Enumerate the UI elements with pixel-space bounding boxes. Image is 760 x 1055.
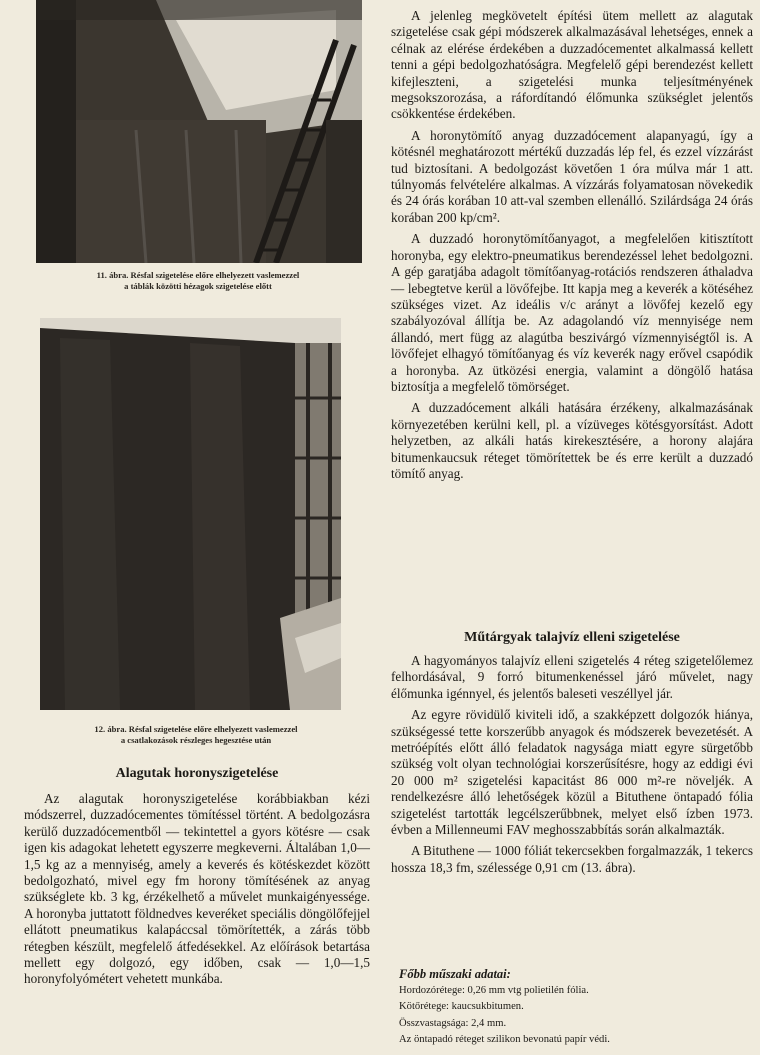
figure-11-caption [28, 270, 368, 292]
spec-item: Kötőrétege: kaucsukbitumen. [399, 1001, 524, 1012]
figure-11-caption-line1: 11. ábra. Résfal szigetelése előre elhelyezett vaslemezzel [96, 270, 300, 280]
figure-12-image [40, 318, 341, 710]
paragraph: A Bituthene — 1000 fóliát tekercsekben forgalmazzák, 1 tekercs hossza 18,3 fm, szélessége 0,91 cm (13. ábra). [391, 843, 753, 875]
figure-11-photo [36, 0, 362, 263]
left-column-text [24, 791, 370, 988]
specs-title: Főbb műszaki adatai: [399, 967, 511, 981]
right-column-text [391, 8, 753, 482]
paragraph: Az egyre rövidülő kiviteli idő, a szakképzett dolgozók hiánya, szükségessé tette korszerűbb anyagok és módszerek bevezetését. A metróépítés előtt álló feladatok nagysága miatt egyre sürgetőbb szükség volt olyan technológiai korszerűsítésre, hogy az eddigi évi 20 000 m² szigetelési kapacitást 86 000 m²-re növeljék. A rendelkezésre álló lehetőségek közül a Bituthene öntapadó fólia szigetelést tartották legcélszerűbbnek, melyet első ízben 1973. évben a Millenneumi FAV meghosszabbítás során alkalmazták. [391, 707, 753, 838]
paragraph: A duzzadó horonytömítőanyagot, a megfelelően kitisztított horonyba, egy elektro-pneumatikus berendezéssel lehet bedolgozni. A gép garatjába adagolt tömítőanyag-rotációs rendszeren áthaladva — lebegtetve kerül a lövőfejbe. Itt kapja meg a keverék a kötéséhez szükséges vizet. Az ideális v/c arányt a lövőfej kezelő egy szabályozóval állítja be. Az adagolandó víz mennyisége nem állandó, mert függ az alagútba beszivárgó vízmennyiségtől is. A lövőfejet elhagyó tömítőanyag és víz keverék nagy erővel csapódik a horonyba. Az ütközési energia, valamint a döngölő hatása biztosítja a megfelelő tömörséget. [391, 231, 753, 394]
right-column-text-2 [391, 653, 753, 876]
paragraph: Az alagutak horonyszigetelése korábbiakban kézi módszerrel, duzzadócementes tömítéssel történt. A bedolgozásra kerülő duzzadócementből — tekintettel a gyors kötésre — csak igen kis adagokat lehetett egyszerre megkeverni. Általában 1,0—1,5 kg az a mennyiség, amely a keverés és kötéskezdet között bedolgozható, mivel egy fm horony tömítésének az anyag szükséglete kb. 3 kg, érzékelhető a művelet munkaigényessége. A horonyba juttatott földnedves keveréket speciális döngölőfejjel ellátott pneumatikus kalapáccsal tömörítették, a zárás több rétegben készült, megfelelő átfedésekkel. Az előírások betartása mellett egy dolgozó, egy időben, csak — 1,0—1,5 horonyfolyómétert vehetett munkába. [24, 791, 370, 987]
figure-12-caption [26, 724, 366, 746]
section-heading-structures: Műtárgyak talajvíz elleni szigetelése [464, 630, 680, 645]
figure-11-caption-line2: a táblák közötti hézagok szigetelése előtt [124, 281, 272, 291]
figure-12-caption-line2: a csatlakozások részleges hegesztése után [120, 735, 272, 745]
figure-12-caption-line1: 12. ábra. Résfal szigetelése előre elhelyezett vaslemezzel [94, 724, 298, 734]
figure-12-photo [40, 318, 341, 710]
technical-specs [399, 966, 753, 1049]
paragraph: A duzzadócement alkáli hatására érzékeny, alkalmazásának környezetében kerülni kell, pl. a vízüveges kötésgyorsítást. Adott helyzetben, az alkáli hatás kirekesztésére, a horony alajára bitumenkaucsuk réteget tömörítettek be és erre került a duzzadó tömítő anyag. [391, 400, 753, 481]
spec-item: Összvastagsága: 2,4 mm. [399, 1017, 507, 1029]
paragraph: A horonytömítő anyag duzzadócement alapanyagú, így a kötésnél meghatározott mértékű duzzadás lép fel, és ezzel vízzárást tud biztosítani. A bedolgozást követően 1 óra múlva már 1 att. túlnyomás felvételére alkalmas. A vízzárás folyamatosan növekedik és 24 órás korában 10 att-val szemben ellenálló. Szilárdsága 24 órás korában 200 kp/cm². [391, 127, 753, 225]
spec-item: Hordozórétege: 0,26 mm vtg polietilén fólia. [399, 984, 589, 996]
spec-item: Az öntapadó réteget szilikon bevonatú papír védi. [399, 1034, 610, 1045]
paragraph: A hagyományos talajvíz elleni szigetelés 4 réteg szigetelőlemez felhordásával, 9 forró bitumenkenéssel járó művelet, nagy élőmunka igénnyel, és jelentős baleseti veszéllyel jár. [391, 653, 753, 701]
section-heading-tunnels: Alagutak horonyszigetelése [115, 766, 279, 781]
paragraph: A jelenleg megkövetelt építési ütem mellett az alagutak szigetelése csak gépi módszerek alkalmazásával lehetséges, ennek a célnak az elérése érdekében a duzzadócementet alkalmassá kellett tenni a gépi bedolgozhatóságra. Megfelelő gépi berendezést kellett kifejleszteni, a szigetelési munka teljesítményének megsokszorozása, a ráfordítandó élőmunka szükséglet jelentős csökkentése érdekében. [391, 8, 753, 122]
figure-11-image [36, 0, 362, 263]
